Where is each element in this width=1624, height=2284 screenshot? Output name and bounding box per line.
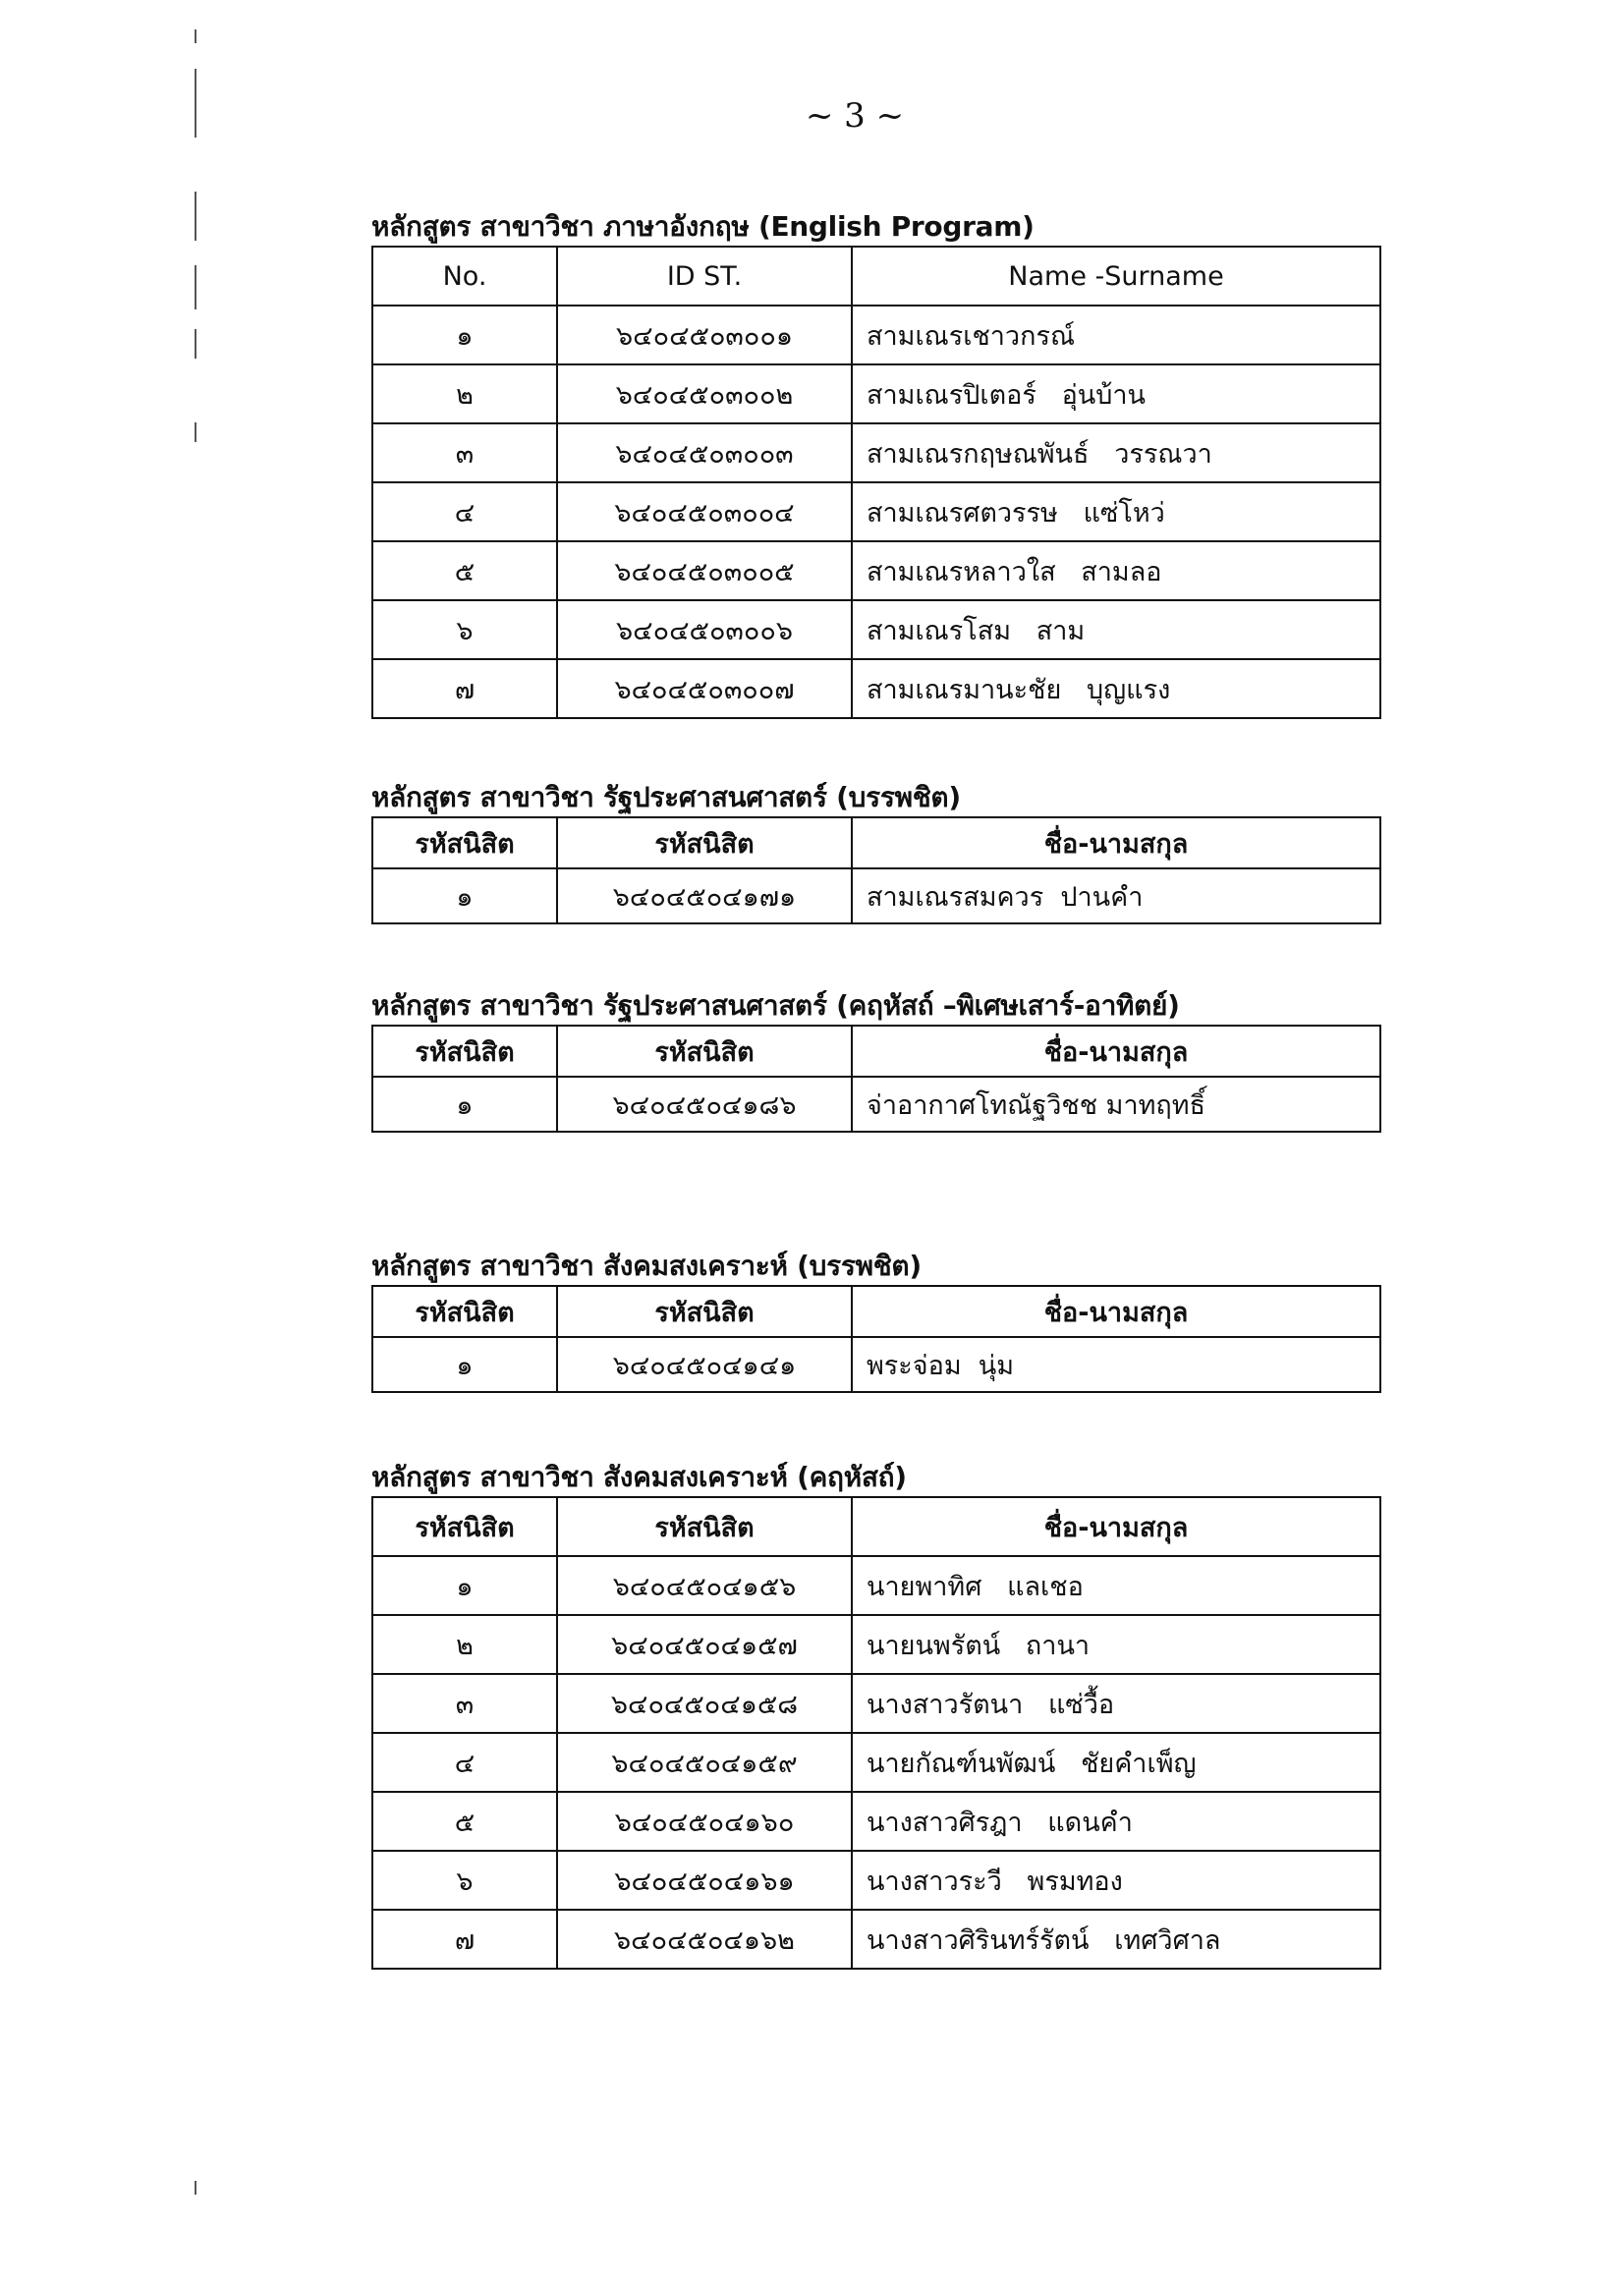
table-row — [372, 423, 1380, 482]
row-number: ๔ — [372, 1733, 557, 1792]
scan-margin-mark — [195, 422, 196, 442]
section-title: หลักสูตร สาขาวิชา ภาษาอังกฤษ (English Program) — [371, 210, 1035, 243]
student-id: ๖๔๐๔๕๐๔๑๕๖ — [557, 1556, 852, 1615]
table-row — [372, 659, 1380, 718]
section-social-work-monk — [371, 1250, 1379, 1393]
scan-margin-mark — [195, 329, 196, 359]
student-id: ๖๔๐๔๕๐๓๐๐๔ — [557, 482, 852, 541]
column-header-id: รหัสนิสิต — [557, 1026, 852, 1077]
column-header-name: ชื่อ-นามสกุล — [852, 1497, 1380, 1556]
scan-margin-mark — [195, 265, 196, 309]
column-header-name: ชื่อ-นามสกุล — [852, 817, 1380, 868]
student-name: นางสาวระวี พรมทอง — [852, 1851, 1380, 1910]
table-body — [372, 1337, 1380, 1392]
student-name: นางสาวศิรฎา แดนคำ — [852, 1792, 1380, 1851]
table-row — [372, 1556, 1380, 1615]
section-english-program — [371, 210, 1379, 719]
row-number: ๔ — [372, 482, 557, 541]
scan-margin-mark — [195, 2181, 196, 2195]
row-number: ๕ — [372, 541, 557, 600]
page-number: ~ 3 ~ — [805, 96, 905, 136]
column-header-no: รหัสนิสิต — [372, 817, 557, 868]
student-id: ๖๔๐๔๕๐๔๑๖๒ — [557, 1910, 852, 1969]
row-number: ๗ — [372, 659, 557, 718]
student-name: พระจ่อม นุ่ม — [852, 1337, 1380, 1392]
student-name: สามเณรโสม สาม — [852, 600, 1380, 659]
row-number: ๖ — [372, 1851, 557, 1910]
table-header-row — [372, 1497, 1380, 1556]
student-name: สามเณรมานะชัย บุญแรง — [852, 659, 1380, 718]
table-row — [372, 1674, 1380, 1733]
student-id: ๖๔๐๔๕๐๔๑๕๙ — [557, 1733, 852, 1792]
table-row — [372, 600, 1380, 659]
table-body — [372, 306, 1380, 718]
table-row — [372, 364, 1380, 423]
section-title: หลักสูตร สาขาวิชา รัฐประศาสนศาสตร์ (บรรพชิต) — [371, 781, 961, 813]
student-table — [371, 816, 1381, 924]
row-number: ๓ — [372, 1674, 557, 1733]
row-number: ๒ — [372, 364, 557, 423]
section-title: หลักสูตร สาขาวิชา รัฐประศาสนศาสตร์ (คฤหัสถ์ –พิเศษเสาร์-อาทิตย์) — [371, 989, 1180, 1022]
student-name: นายกัณฑ์นพัฒน์ ชัยคำเพ็ญ — [852, 1733, 1380, 1792]
table-row — [372, 306, 1380, 364]
student-id: ๖๔๐๔๕๐๔๑๖๑ — [557, 1851, 852, 1910]
row-number: ๑ — [372, 1337, 557, 1392]
student-id: ๖๔๐๔๕๐๔๑๖๐ — [557, 1792, 852, 1851]
student-table — [371, 1025, 1381, 1133]
table-row — [372, 1792, 1380, 1851]
column-header-name: ชื่อ-นามสกุล — [852, 1026, 1380, 1077]
student-id: ๖๔๐๔๕๐๔๑๗๑ — [557, 868, 852, 923]
row-number: ๗ — [372, 1910, 557, 1969]
table-row — [372, 1337, 1380, 1392]
table-header-row — [372, 1286, 1380, 1337]
student-id: ๖๔๐๔๕๐๔๑๘๖ — [557, 1077, 852, 1132]
table-row — [372, 482, 1380, 541]
student-name: นายนพรัตน์ ถานา — [852, 1615, 1380, 1674]
table-header-row — [372, 247, 1380, 306]
student-id: ๖๔๐๔๕๐๓๐๐๗ — [557, 659, 852, 718]
column-header-name: Name -Surname — [852, 247, 1380, 306]
row-number: ๑ — [372, 306, 557, 364]
table-row — [372, 1615, 1380, 1674]
student-name: สามเณรเชาวกรณ์ — [852, 306, 1380, 364]
row-number: ๓ — [372, 423, 557, 482]
row-number: ๒ — [372, 1615, 557, 1674]
column-header-id: ID ST. — [557, 247, 852, 306]
column-header-name: ชื่อ-นามสกุล — [852, 1286, 1380, 1337]
section-title: หลักสูตร สาขาวิชา สังคมสงเคราะห์ (คฤหัสถ์) — [371, 1461, 907, 1493]
table-header-row — [372, 817, 1380, 868]
table-body — [372, 868, 1380, 923]
table-row — [372, 1910, 1380, 1969]
section-social-work-layperson — [371, 1461, 1379, 1970]
table-row — [372, 1851, 1380, 1910]
student-id: ๖๔๐๔๕๐๓๐๐๖ — [557, 600, 852, 659]
table-row — [372, 868, 1380, 923]
table-row — [372, 1077, 1380, 1132]
student-id: ๖๔๐๔๕๐๔๑๕๗ — [557, 1615, 852, 1674]
row-number: ๑ — [372, 868, 557, 923]
table-body — [372, 1556, 1380, 1969]
row-number: ๖ — [372, 600, 557, 659]
table-row — [372, 541, 1380, 600]
column-header-id: รหัสนิสิต — [557, 1497, 852, 1556]
student-name: สามเณรปิเตอร์ อุ่นบ้าน — [852, 364, 1380, 423]
row-number: ๕ — [372, 1792, 557, 1851]
student-table — [371, 246, 1381, 719]
student-id: ๖๔๐๔๕๐๓๐๐๓ — [557, 423, 852, 482]
scan-margin-mark — [195, 29, 196, 43]
student-name: สามเณรหลาวใส สามลอ — [852, 541, 1380, 600]
column-header-no: รหัสนิสิต — [372, 1497, 557, 1556]
student-id: ๖๔๐๔๕๐๔๑๔๑ — [557, 1337, 852, 1392]
section-title: หลักสูตร สาขาวิชา สังคมสงเคราะห์ (บรรพชิต) — [371, 1250, 922, 1282]
table-header-row — [372, 1026, 1380, 1077]
student-id: ๖๔๐๔๕๐๓๐๐๒ — [557, 364, 852, 423]
student-name: จ่าอากาศโทณัฐวิชช มาทฤทธิ์ — [852, 1077, 1380, 1132]
column-header-no: รหัสนิสิต — [372, 1286, 557, 1337]
column-header-id: รหัสนิสิต — [557, 817, 852, 868]
student-name: นางสาวรัตนา แซ่วื้อ — [852, 1674, 1380, 1733]
scan-margin-mark — [195, 192, 196, 241]
section-public-admin-layperson — [371, 989, 1379, 1133]
student-name: นางสาวศิรินทร์รัตน์ เทศวิศาล — [852, 1910, 1380, 1969]
column-header-id: รหัสนิสิต — [557, 1286, 852, 1337]
student-name: สามเณรสมควร ปานคำ — [852, 868, 1380, 923]
student-name: สามเณรกฤษณพันธ์ วรรณวา — [852, 423, 1380, 482]
student-name: สามเณรศตวรรษ แซ่โหว่ — [852, 482, 1380, 541]
section-public-admin-monk — [371, 781, 1379, 924]
student-table — [371, 1285, 1381, 1393]
student-id: ๖๔๐๔๕๐๔๑๕๘ — [557, 1674, 852, 1733]
row-number: ๑ — [372, 1077, 557, 1132]
column-header-no: No. — [372, 247, 557, 306]
student-id: ๖๔๐๔๕๐๓๐๐๑ — [557, 306, 852, 364]
student-table — [371, 1496, 1381, 1970]
student-id: ๖๔๐๔๕๐๓๐๐๕ — [557, 541, 852, 600]
table-row — [372, 1733, 1380, 1792]
student-name: นายพาทิศ แลเชอ — [852, 1556, 1380, 1615]
table-body — [372, 1077, 1380, 1132]
row-number: ๑ — [372, 1556, 557, 1615]
column-header-no: รหัสนิสิต — [372, 1026, 557, 1077]
